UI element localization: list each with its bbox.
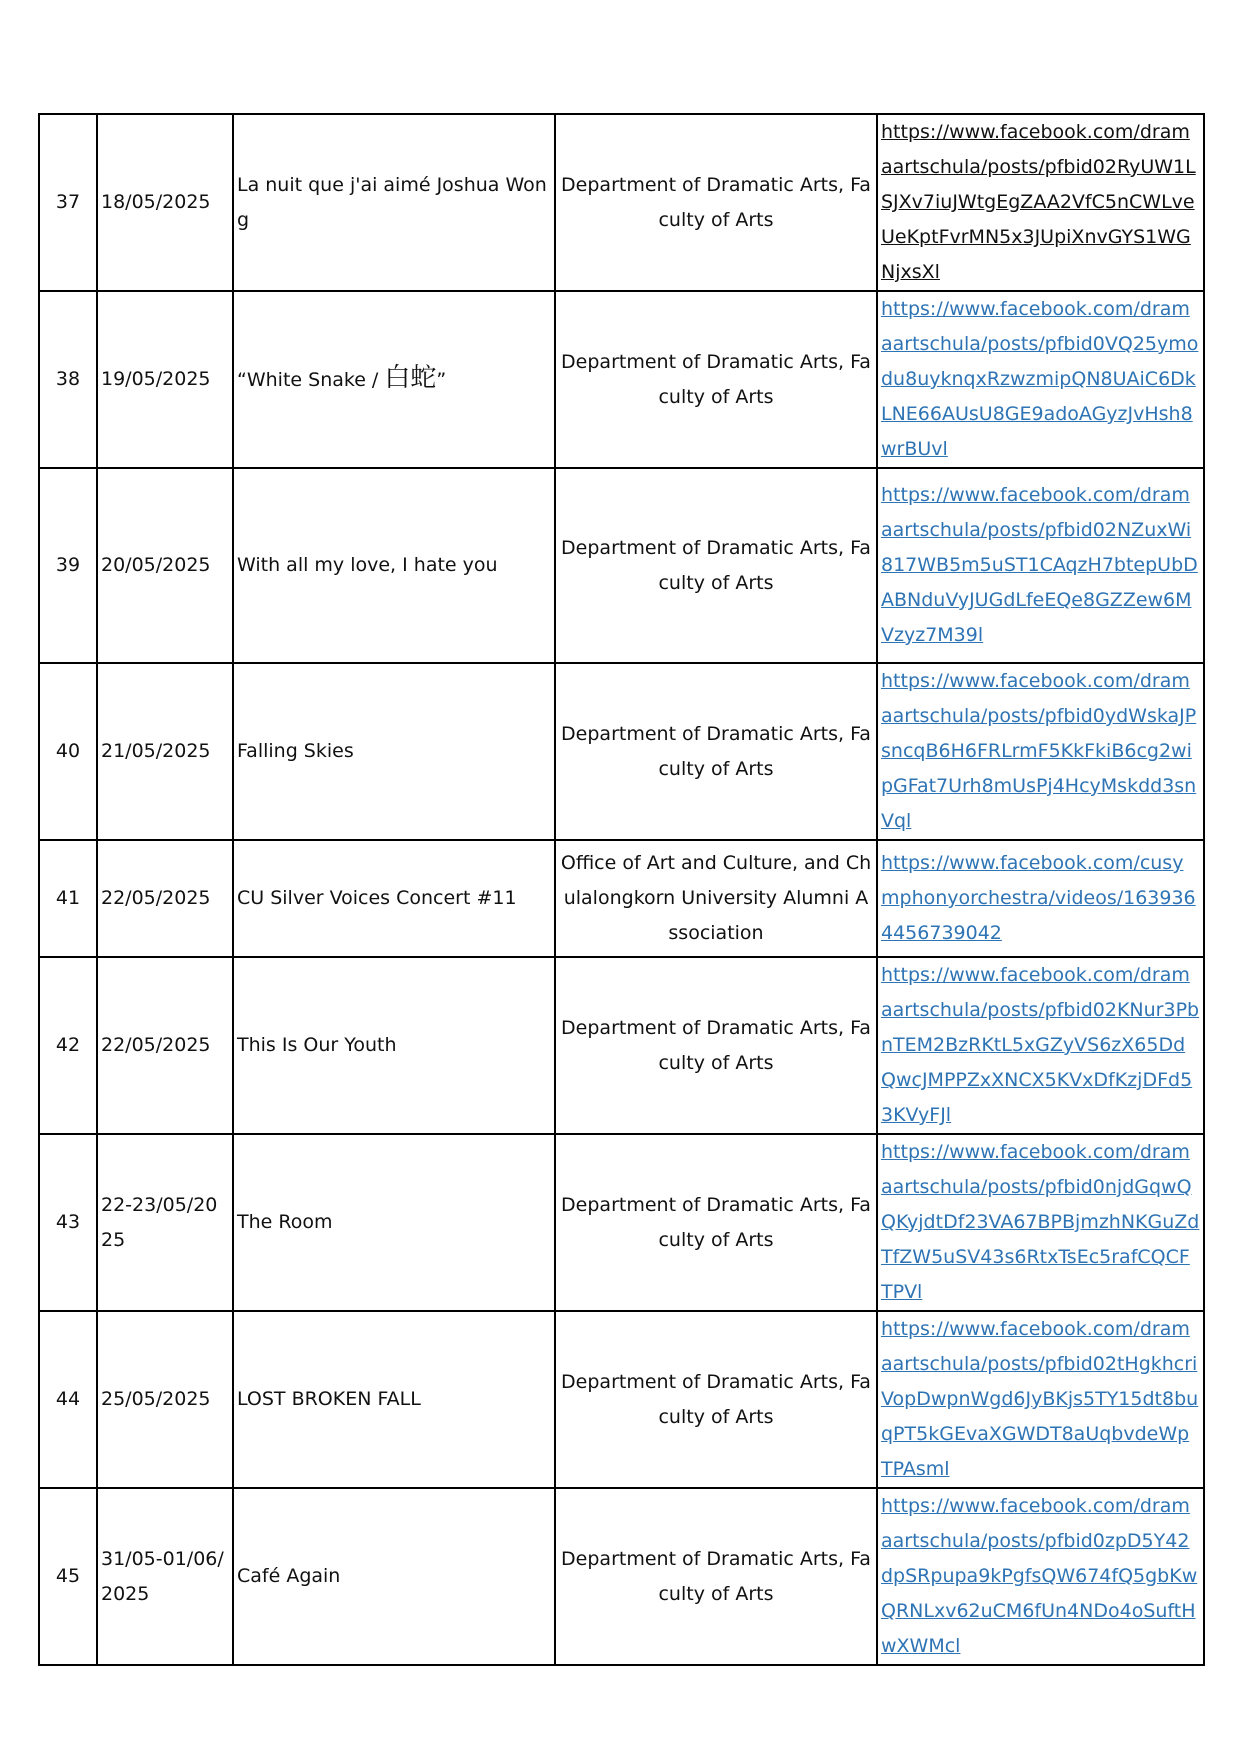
row-number: 45 xyxy=(39,1488,97,1665)
organizer: Department of Dramatic Arts, Faculty of Arts xyxy=(555,1488,877,1665)
link-cell xyxy=(877,1311,1204,1488)
event-date: 18/05/2025 xyxy=(97,114,233,291)
event-date: 20/05/2025 xyxy=(97,468,233,663)
row-number: 40 xyxy=(39,663,97,840)
row-number: 37 xyxy=(39,114,97,291)
event-date: 19/05/2025 xyxy=(97,291,233,468)
link-cell xyxy=(877,663,1204,840)
table-row xyxy=(39,1311,1204,1488)
link-cell xyxy=(877,114,1204,291)
organizer: Department of Dramatic Arts, Faculty of Arts xyxy=(555,114,877,291)
event-link[interactable]: https://www.facebook.com/cusymphonyorchestra/videos/1639364456739042 xyxy=(881,852,1196,944)
link-cell xyxy=(877,840,1204,957)
event-date: 31/05-01/06/2025 xyxy=(97,1488,233,1665)
event-date: 22/05/2025 xyxy=(97,957,233,1134)
organizer: Department of Dramatic Arts, Faculty of Arts xyxy=(555,291,877,468)
event-date: 22-23/05/2025 xyxy=(97,1134,233,1311)
event-link[interactable]: https://www.facebook.com/dramaartschula/posts/pfbid0VQ25ymodu8uyknqxRzwzmipQN8UAiC6DkLNE66AUsU8GE9adoAGyzJvHsh8wrBUvl xyxy=(881,298,1199,460)
table-row xyxy=(39,1488,1204,1665)
row-number: 41 xyxy=(39,840,97,957)
link-cell xyxy=(877,1488,1204,1665)
event-link[interactable]: https://www.facebook.com/dramaartschula/posts/pfbid0zpD5Y42dpSRpupa9kPgfsQW674fQ5gbKwQRNLxv62uCM6fUn4NDo4oSuftHwXWMcl xyxy=(881,1495,1198,1657)
organizer: Department of Dramatic Arts, Faculty of Arts xyxy=(555,957,877,1134)
table-row xyxy=(39,957,1204,1134)
events-table xyxy=(38,113,1205,1666)
table-row xyxy=(39,468,1204,663)
organizer: Department of Dramatic Arts, Faculty of Arts xyxy=(555,1134,877,1311)
organizer: Department of Dramatic Arts, Faculty of Arts xyxy=(555,663,877,840)
link-cell xyxy=(877,957,1204,1134)
event-title: Falling Skies xyxy=(233,663,555,840)
event-title-prefix: “White Snake / xyxy=(237,369,385,391)
table-row xyxy=(39,291,1204,468)
table-row xyxy=(39,1134,1204,1311)
row-number: 42 xyxy=(39,957,97,1134)
table-row xyxy=(39,663,1204,840)
event-link[interactable]: https://www.facebook.com/dramaartschula/posts/pfbid0njdGqwQQKyjdtDf23VA67BPBjmzhNKGuZdTfZW5uSV43s6RtxTsEc5rafCQCFTPVl xyxy=(881,1141,1200,1303)
row-number: 39 xyxy=(39,468,97,663)
event-title-cjk: 白蛇 xyxy=(384,363,437,393)
row-number: 44 xyxy=(39,1311,97,1488)
table-row xyxy=(39,840,1204,957)
event-title: With all my love, I hate you xyxy=(233,468,555,663)
table-row xyxy=(39,114,1204,291)
event-link[interactable]: https://www.facebook.com/dramaartschula/posts/pfbid02tHgkhcriVopDwpnWgd6JyBKjs5TY15dt8buqPT5kGEvaXGWDT8aUqbvdeWpTPAsml xyxy=(881,1318,1199,1480)
organizer: Office of Art and Culture, and Chulalongkorn University Alumni Association xyxy=(555,840,877,957)
event-title-suffix: ” xyxy=(436,369,447,391)
event-link[interactable]: https://www.facebook.com/dramaartschula/posts/pfbid02NZuxWi817WB5m5uST1CAqzH7btepUbDABNduVyJUGdLfeEQe8GZZew6MVzyz7M39l xyxy=(881,484,1198,646)
event-link[interactable]: https://www.facebook.com/dramaartschula/posts/pfbid02KNur3PbnTEM2BzRKtL5xGZyVS6zX65DdQwcJMPPZxXNCX5KVxDfKzjDFd53KVyFJl xyxy=(881,964,1200,1126)
event-title xyxy=(233,291,555,468)
event-title: La nuit que j'ai aimé Joshua Wong xyxy=(233,114,555,291)
organizer: Department of Dramatic Arts, Faculty of Arts xyxy=(555,1311,877,1488)
event-title: The Room xyxy=(233,1134,555,1311)
event-title: This Is Our Youth xyxy=(233,957,555,1134)
event-link[interactable]: https://www.facebook.com/dramaartschula/posts/pfbid02RyUW1LSJXv7iuJWtgEgZAA2VfC5nCWLveUeKptFvrMN5x3JUpiXnvGYS1WGNjxsXl xyxy=(881,121,1196,283)
event-title: Café Again xyxy=(233,1488,555,1665)
row-number: 38 xyxy=(39,291,97,468)
row-number: 43 xyxy=(39,1134,97,1311)
event-link[interactable]: https://www.facebook.com/dramaartschula/posts/pfbid0ydWskaJPsncqB6H6FRLrmF5KkFkiB6cg2wipGFat7Urh8mUsPj4HcyMskdd3snVql xyxy=(881,670,1197,832)
event-title: CU Silver Voices Concert #11 xyxy=(233,840,555,957)
event-date: 25/05/2025 xyxy=(97,1311,233,1488)
event-date: 21/05/2025 xyxy=(97,663,233,840)
link-cell xyxy=(877,468,1204,663)
link-cell xyxy=(877,1134,1204,1311)
event-title: LOST BROKEN FALL xyxy=(233,1311,555,1488)
event-date: 22/05/2025 xyxy=(97,840,233,957)
link-cell xyxy=(877,291,1204,468)
organizer: Department of Dramatic Arts, Faculty of Arts xyxy=(555,468,877,663)
